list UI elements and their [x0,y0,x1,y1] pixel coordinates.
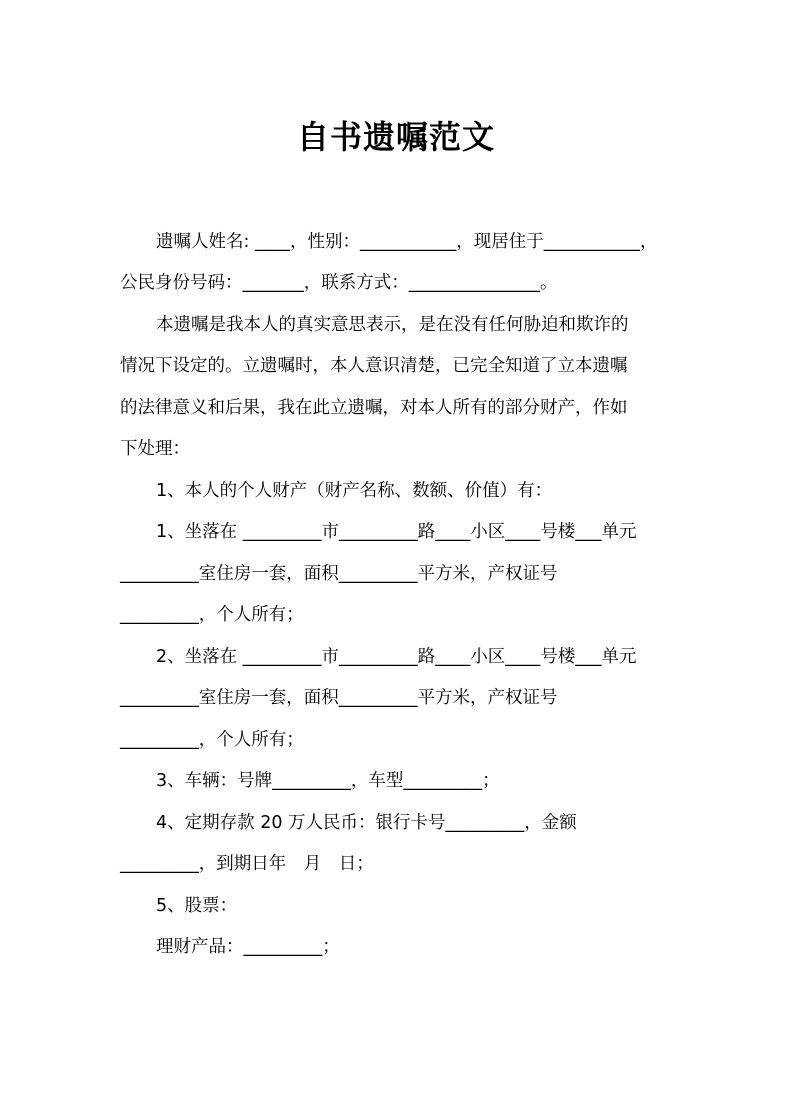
house-2-line-2: _________室住房一套，面积_________平方米，产权证号 [120,688,558,708]
deposit-line-2: _________，到期日年 月 日； [120,854,374,874]
document-title: 自书遗嘱范文 [296,118,495,156]
id-contact-line: 公民身份号码：_______，联系方式：_______________。 [120,273,558,293]
house-1-line-1: 1、坐落在 _________市_________路____小区____号楼___单元 [156,522,637,542]
vehicle-line: 3、车辆：号牌_________，车型_________； [156,771,500,791]
house-1-line-2: _________室住房一套，面积_________平方米，产权证号 [120,564,558,584]
house-2-line-1: 2、坐落在 _________市_________路____小区____号楼___单元 [156,647,637,667]
declaration-line-1: 本遗嘱是我本人的真实意思表示，是在没有任何胁迫和欺诈的 [156,315,629,335]
declaration-line-3: 的法律意义和后果，我在此立遗嘱，对本人所有的部分财产，作如 [120,398,628,418]
declaration-line-4: 下处理： [120,439,190,459]
property-heading: 1、本人的个人财产（财产名称、数额、价值）有： [156,481,553,501]
testator-info-line: 遗嘱人姓名: ____，性别：___________，现居住于___________， [156,232,658,252]
wealth-products-line: 理财产品：_________； [156,937,340,957]
deposit-line-1: 4、定期存款 20 万人民币：银行卡号_________，金额 [156,813,577,833]
stocks-line: 5、股票： [156,896,238,916]
house-1-line-3: _________，个人所有； [120,605,304,625]
declaration-line-2: 情况下设定的。立遗嘱时，本人意识清楚，已完全知道了立本遗嘱 [120,356,628,376]
house-2-line-3: _________，个人所有； [120,730,304,750]
